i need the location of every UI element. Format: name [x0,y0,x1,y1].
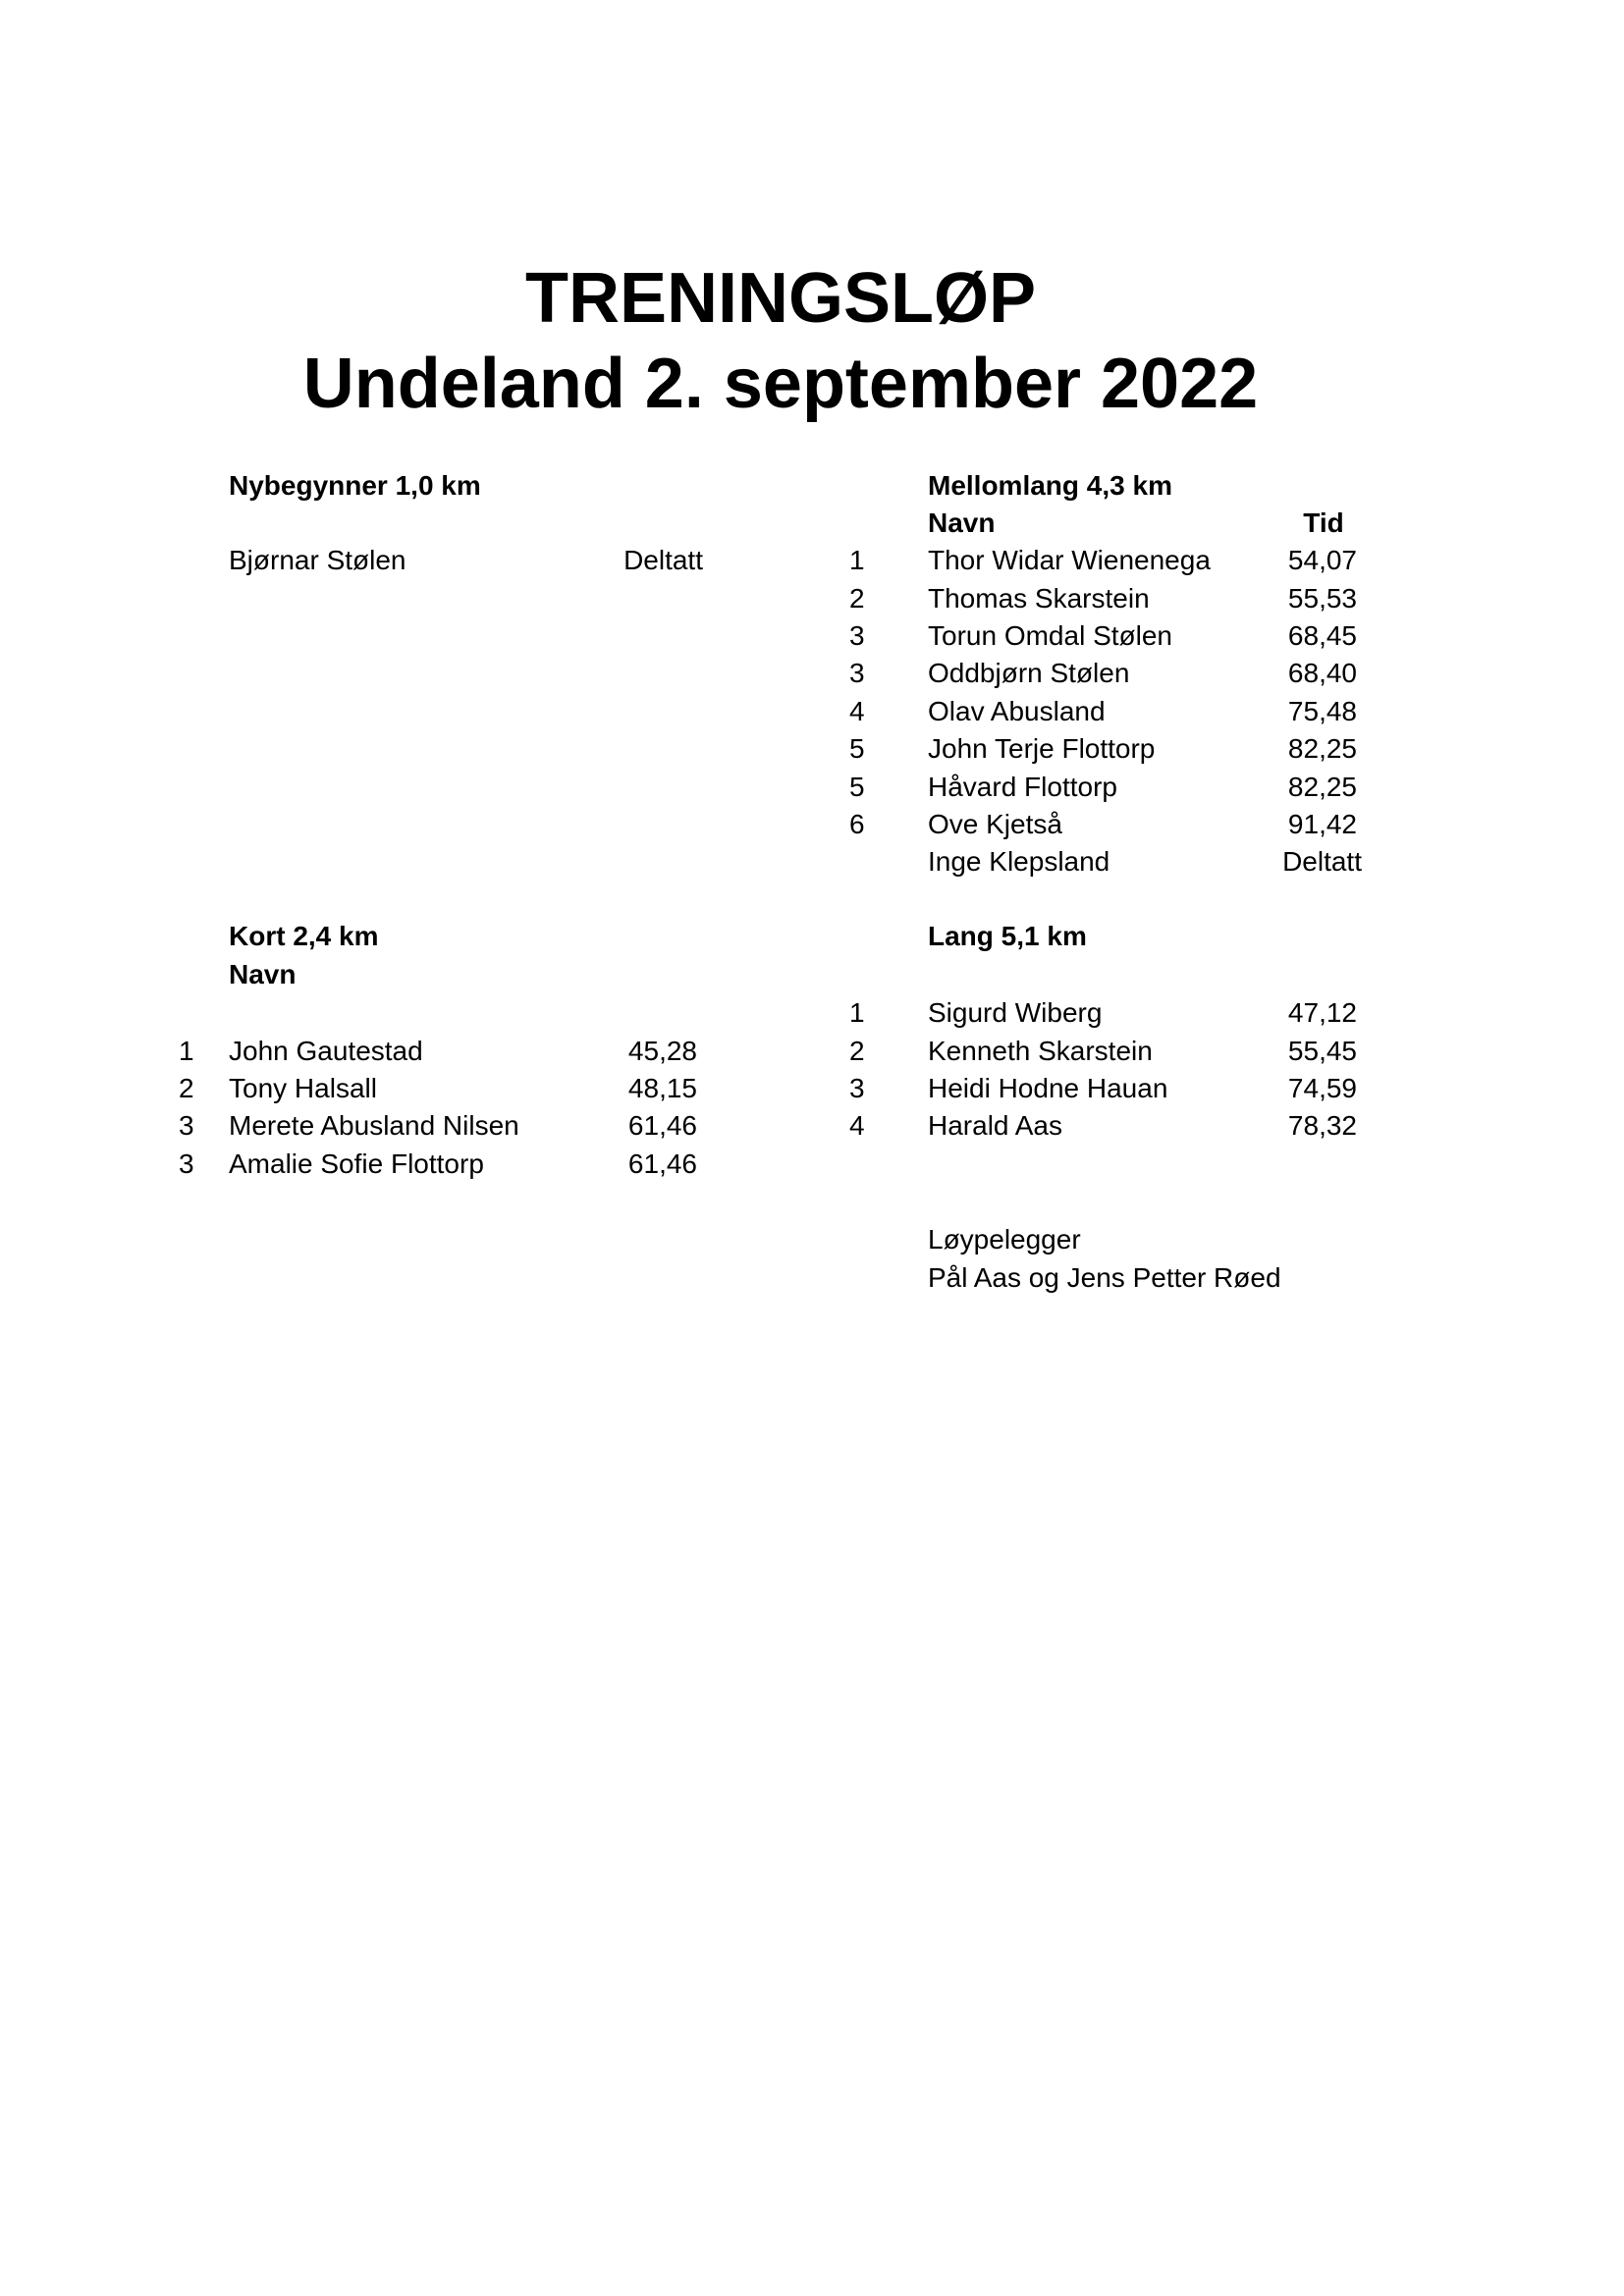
row-time: 45,28 [627,1036,697,1066]
row-time: 68,40 [1287,658,1357,688]
row-time: 55,53 [1287,583,1357,614]
section-heading: Mellomlang 4,3 km [928,470,1172,501]
section-heading: Kort 2,4 km [229,921,379,951]
section-heading: Nybegynner 1,0 km [229,470,481,501]
row-place: 4 [849,1110,865,1141]
row-place: 2 [179,1073,194,1103]
participant-result: Deltatt [623,545,703,575]
row-name: Merete Abusland Nilsen [229,1110,519,1141]
row-name: Olav Abusland [928,696,1106,726]
row-place: 3 [179,1148,194,1179]
row-place: 3 [849,658,865,688]
row-time: Deltatt [1282,846,1362,877]
row-place: 3 [849,620,865,651]
row-time: 78,32 [1287,1110,1357,1141]
row-name: Ove Kjetså [928,809,1062,839]
row-name: Thor Widar Wienenega [928,545,1211,575]
row-place: 4 [849,696,865,726]
column-header-time: Tid [1303,507,1344,538]
row-place: 2 [849,583,865,614]
row-time: 48,15 [627,1073,697,1103]
row-name: Thomas Skarstein [928,583,1150,614]
row-place: 2 [849,1036,865,1066]
participant-name: Bjørnar Stølen [229,545,406,575]
row-name: Inge Klepsland [928,846,1110,877]
row-time: 91,42 [1287,809,1357,839]
row-time: 54,07 [1287,545,1357,575]
column-header-name: Navn [928,507,996,538]
row-name: Håvard Flottorp [928,772,1117,802]
column-header-name: Navn [229,959,297,989]
row-time: 61,46 [627,1110,697,1141]
row-name: Sigurd Wiberg [928,997,1103,1028]
course-setter-label: Løypelegger [928,1224,1081,1255]
row-time: 82,25 [1287,733,1357,764]
row-name: Oddbjørn Stølen [928,658,1130,688]
row-place: 1 [849,997,865,1028]
row-time: 61,46 [627,1148,697,1179]
page-subtitle: Undeland 2. september 2022 [302,345,1259,423]
row-place: 5 [849,733,865,764]
row-name: Heidi Hodne Hauan [928,1073,1168,1103]
row-place: 1 [179,1036,194,1066]
row-name: Torun Omdal Stølen [928,620,1172,651]
row-name: John Gautestad [229,1036,423,1066]
row-time: 74,59 [1287,1073,1357,1103]
row-name: Kenneth Skarstein [928,1036,1153,1066]
course-setter-names: Pål Aas og Jens Petter Røed [928,1262,1281,1293]
row-time: 75,48 [1287,696,1357,726]
row-place: 6 [849,809,865,839]
row-time: 55,45 [1287,1036,1357,1066]
row-name: Harald Aas [928,1110,1062,1141]
row-place: 5 [849,772,865,802]
row-time: 82,25 [1287,772,1357,802]
row-place: 3 [849,1073,865,1103]
row-place: 1 [849,545,865,575]
row-place: 3 [179,1110,194,1141]
row-time: 47,12 [1287,997,1357,1028]
row-name: John Terje Flottorp [928,733,1156,764]
page-title: TRENINGSLØP [524,259,1037,338]
row-time: 68,45 [1287,620,1357,651]
row-name: Amalie Sofie Flottorp [229,1148,484,1179]
section-heading: Lang 5,1 km [928,921,1087,951]
row-name: Tony Halsall [229,1073,377,1103]
